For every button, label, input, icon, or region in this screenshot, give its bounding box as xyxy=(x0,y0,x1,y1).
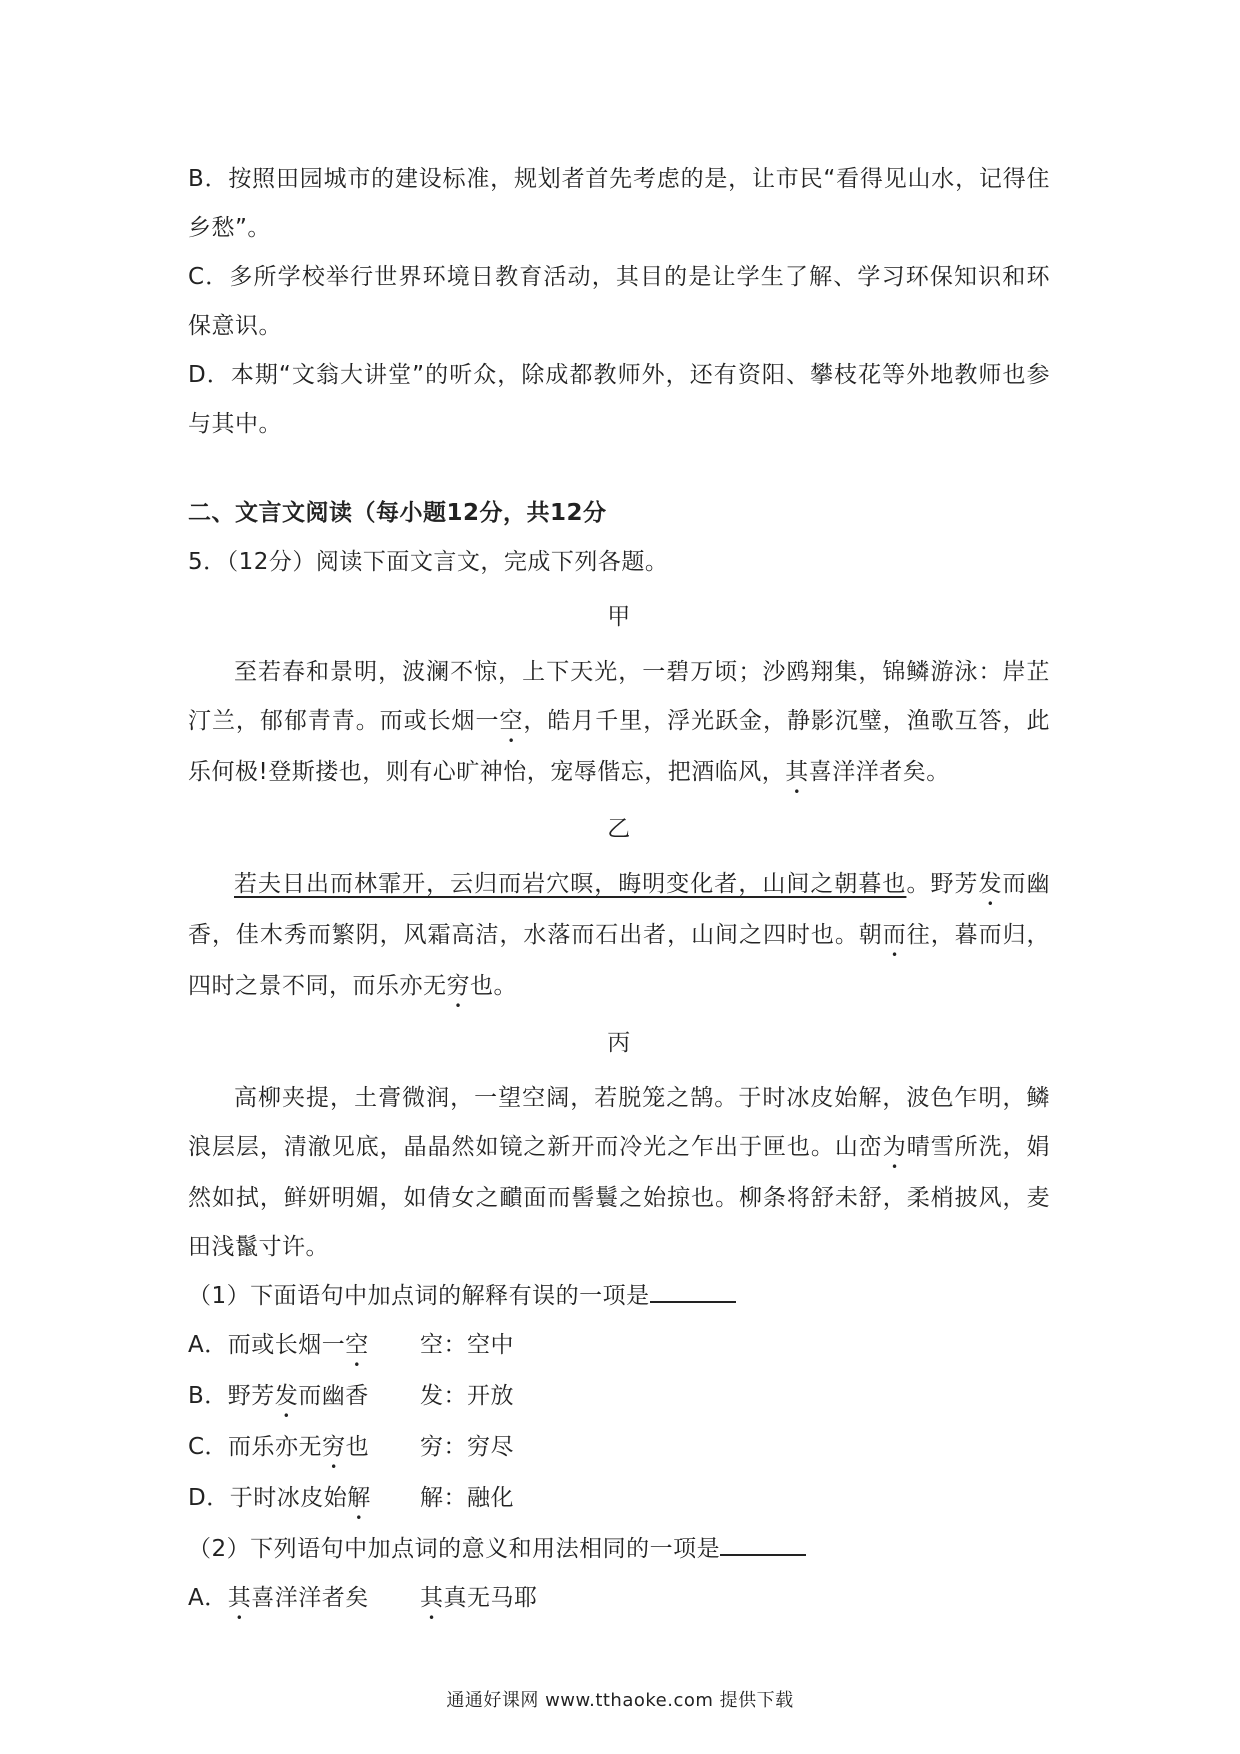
passage-bing-part-2: 晴雪所洗，娟然如拭，鲜妍明媚，如倩女之靧面而髻鬟之始掠也。柳条将舒未舒，柔梢披风，麦田浅鬣寸许。 xyxy=(188,1134,1051,1260)
answer-blank-2[interactable] xyxy=(720,1532,806,1556)
option-b-text: B．按照田园城市的建设标准，规划者首先考虑的是，让市民“看得见山水，记得住乡愁”。 xyxy=(188,166,1050,241)
section-title: 二、文言文阅读（每小题12分，共12分 xyxy=(188,500,607,526)
dotted-word-wei: 为 xyxy=(882,1134,907,1160)
q1-option-b xyxy=(188,1372,1050,1423)
q1-option-b-gloss: 发：开放 xyxy=(420,1383,514,1409)
passage-yi-part-3: 往，暮而归，四时之景不同，而乐亦无 xyxy=(188,922,1051,999)
q1-option-c xyxy=(188,1423,1050,1474)
q2-option-a-compare xyxy=(420,1574,1050,1625)
passage-jia-part-3: 喜洋洋者矣。 xyxy=(808,759,950,785)
q1-option-c-post: 也 xyxy=(345,1434,370,1460)
question-2-stem xyxy=(188,1525,1050,1574)
q1-option-d-sentence xyxy=(188,1474,420,1525)
q1-option-d-gloss: 解：融化 xyxy=(420,1485,514,1511)
q1-option-a-sentence xyxy=(188,1321,420,1372)
q2-option-a xyxy=(188,1574,1050,1625)
question-1-stem xyxy=(188,1272,1050,1321)
answer-blank[interactable] xyxy=(650,1279,736,1303)
option-c-text: C．多所学校举行世界环境日教育活动，其目的是让学生了解、学习环保知识和环保意识。 xyxy=(188,264,1050,339)
passage-jia-label: 甲 xyxy=(607,604,631,630)
q1-option-c-pre: C．而乐亦无 xyxy=(188,1434,323,1460)
q2-option-a-post: 喜洋洋者矣 xyxy=(251,1585,369,1611)
passage-bing-part-1: 高柳夹提，土膏微润，一望空阔，若脱笼之鹄。于时冰皮始解，波色乍明，鳞浪层层，清澈见底，晶晶然如镜之新开而冷光之乍出于匣也。山峦 xyxy=(188,1085,1050,1160)
q1-option-d-dotted: 解 xyxy=(347,1485,371,1511)
dotted-word-qi: 其 xyxy=(785,759,809,785)
dotted-word-er: 而 xyxy=(882,922,907,948)
option-d-text: D．本期“文翁大讲堂”的听众，除成都教师外，还有资阳、攀枝花等外地教师也参与其中。 xyxy=(188,362,1050,437)
page-footer: 通通好课网 www.tthaoke.com 提供下载 xyxy=(446,1690,794,1711)
passage-yi-label: 乙 xyxy=(607,816,631,842)
passage-jia xyxy=(188,648,1050,799)
page-content xyxy=(188,155,1050,1625)
q1-option-a-dotted: 空 xyxy=(345,1332,369,1358)
q1-option-c-gloss: 穷：穷尽 xyxy=(420,1434,514,1460)
passage-bing xyxy=(188,1074,1050,1272)
q2-option-a-dotted: 其 xyxy=(227,1585,252,1611)
q1-option-d xyxy=(188,1474,1050,1525)
underlined-sentence: 若夫日出而林霏开，云归而岩穴暝，晦明变化者，山间之朝暮也 xyxy=(234,871,907,897)
passage-yi-part-4: 也。 xyxy=(470,973,517,999)
dotted-word-qiong: 穷 xyxy=(446,973,470,999)
question-5-intro: 5．（12分）阅读下面文言文，完成下列各题。 xyxy=(188,549,669,575)
q1-option-b-dotted: 发 xyxy=(274,1383,299,1409)
passage-jia-part-1: 至若春和景明，波澜不惊，上下天光，一碧万顷；沙鸥翔集，锦鳞游泳：岸芷汀兰，郁郁青青。而或长烟一 xyxy=(188,659,1050,734)
q1-option-b-sentence xyxy=(188,1372,420,1423)
q1-option-c-sentence xyxy=(188,1423,420,1474)
q1-option-b-pre: B．野芳 xyxy=(188,1383,275,1409)
passage-bing-label: 丙 xyxy=(607,1030,631,1056)
dotted-word-kong: 空 xyxy=(499,708,524,734)
q2-option-a-pre: A． xyxy=(188,1585,228,1611)
q2-option-a-post-2: 真无马耶 xyxy=(443,1585,538,1611)
q1-option-d-pre: D．于时冰皮始 xyxy=(188,1485,348,1511)
q1-option-a-gloss: 空：空中 xyxy=(420,1332,514,1358)
dotted-word-fa: 发 xyxy=(978,871,1003,897)
q1-option-a xyxy=(188,1321,1050,1372)
passage-yi xyxy=(188,860,1050,1013)
question-1-stem-text: （1）下面语句中加点词的解释有误的一项是 xyxy=(188,1283,650,1309)
passage-yi-part-2: 而幽香，佳木秀而繁阴，风霜高洁，水落而石出者，山间之四时也。朝 xyxy=(188,871,1051,948)
passage-jia-part-2: ，皓月千里，浮光跃金，静影沉璧，渔歌互答，此乐何极!登斯搂也，则有心旷神怡，宠辱偕忘，把酒临风， xyxy=(188,708,1051,785)
q2-option-a-sentence xyxy=(188,1574,420,1625)
q1-option-b-post: 而幽香 xyxy=(298,1383,369,1409)
q1-option-c-dotted: 穷 xyxy=(322,1434,346,1460)
q1-option-a-pre: A．而或长烟一 xyxy=(188,1332,346,1358)
question-2-stem-text: （2）下列语句中加点词的意义和用法相同的一项是 xyxy=(188,1536,721,1562)
passage-yi-part-1: 。野芳 xyxy=(906,871,979,897)
q2-option-a-dotted-2: 其 xyxy=(420,1585,444,1611)
